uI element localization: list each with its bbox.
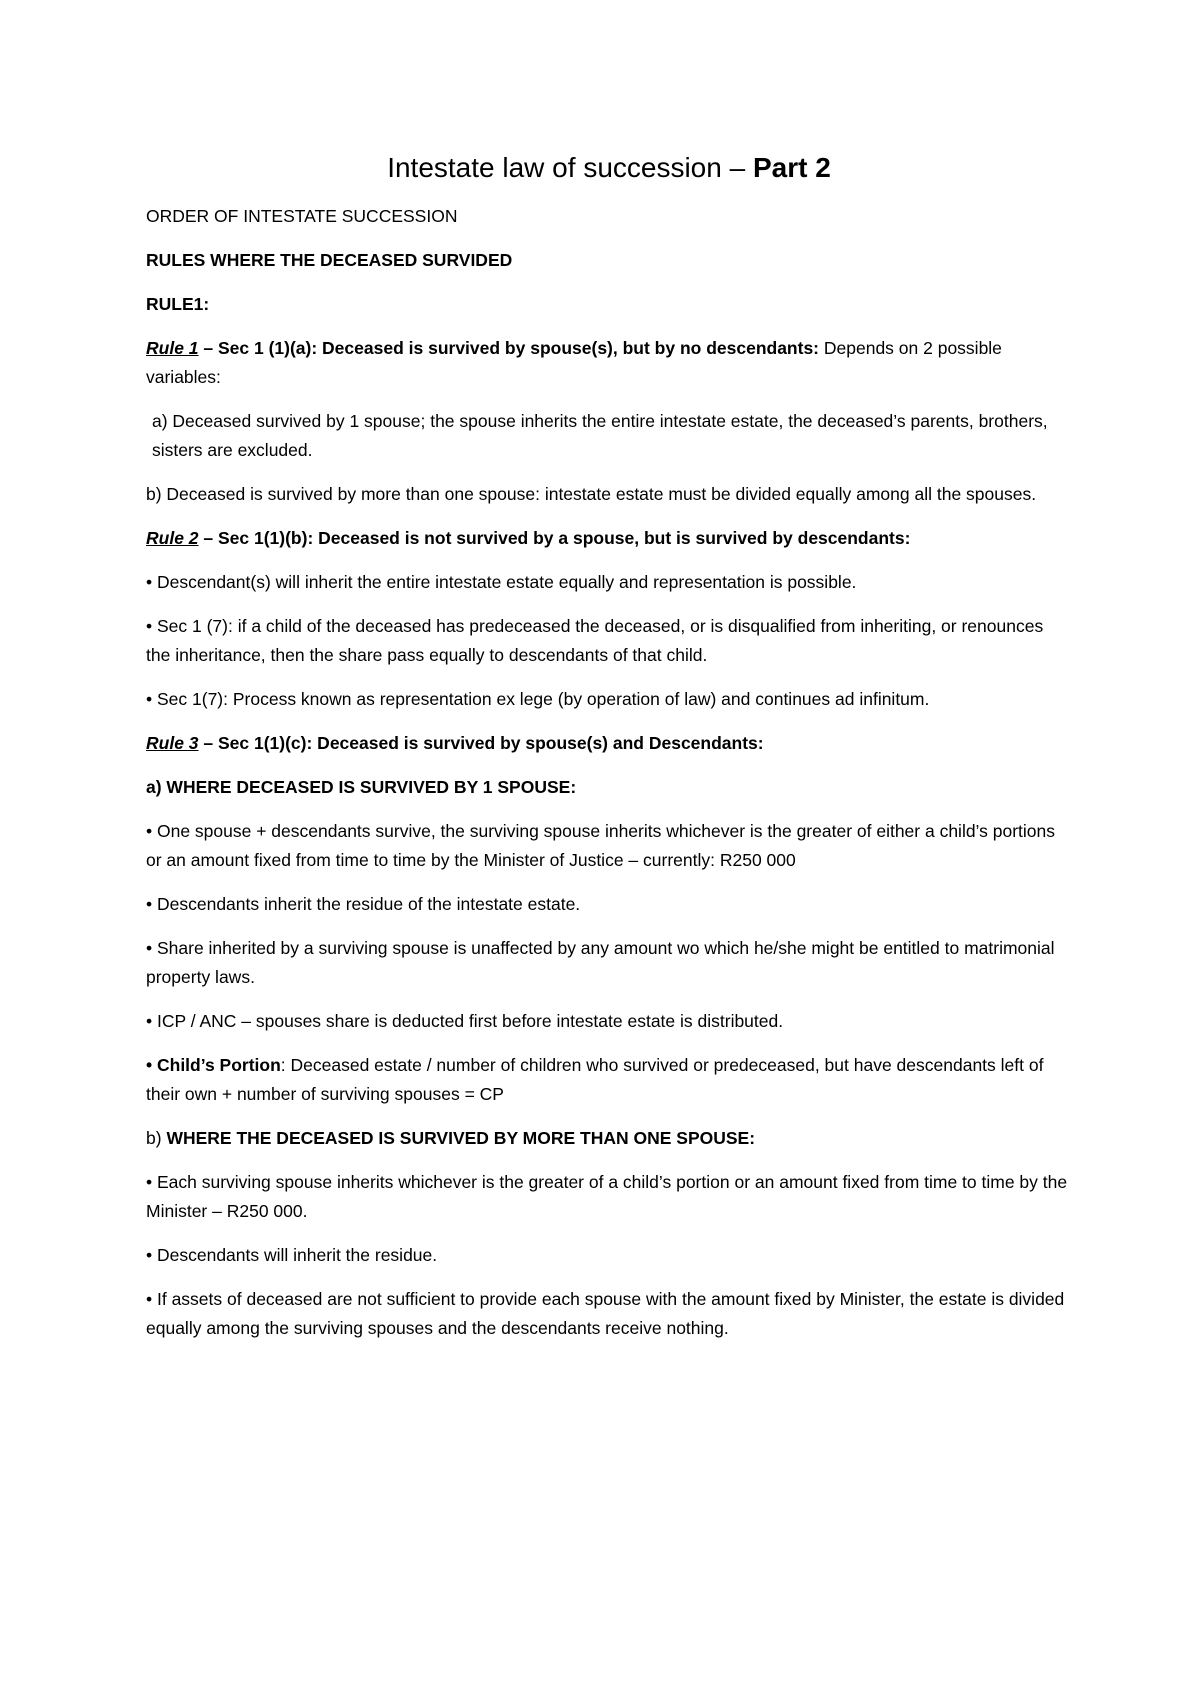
rule3-a-bullet: • ICP / ANC – spouses share is deducted first before intestate estate is distributed. [146, 1011, 784, 1031]
rule3-sub-b-prefix: b) [146, 1128, 167, 1148]
childs-portion-label: • Child’s Portion [146, 1055, 281, 1075]
page-title [146, 150, 1072, 186]
rule3-a-bullet: • One spouse + descendants survive, the surviving spouse inherits whichever is the greater of either a child’s portions or an amount fixed from time to time by the Minister of Justice – currently: R250 000 [146, 821, 1056, 870]
rules-heading: RULES WHERE THE DECEASED SURVIDED [146, 250, 513, 270]
rule3-sub-b-paragraph [146, 1124, 1072, 1153]
rule3-sub-a-heading: a) WHERE DECEASED IS SURVIVED BY 1 SPOUSE: [146, 777, 577, 797]
rule2-bullet: • Sec 1 (7): if a child of the deceased has predeceased the deceased, or is disqualified from inheriting, or renounces the inheritance, then the share pass equally to descendants of that child. [146, 616, 1044, 665]
rule3-sub-b-heading: WHERE THE DECEASED IS SURVIVED BY MORE THAN ONE SPOUSE: [166, 1128, 756, 1148]
rule1-heading: – Sec 1 (1)(a): Deceased is survived by spouse(s), but by no descendants: [198, 338, 820, 358]
rule3-label: Rule 3 [146, 733, 199, 753]
title-part: Part 2 [752, 152, 831, 183]
rule2-bullet: • Descendant(s) will inherit the entire intestate estate equally and representation is possible. [146, 572, 857, 592]
rule1-section-heading: RULE1: [146, 294, 210, 314]
rule3-b-bullet: • If assets of deceased are not sufficient to provide each spouse with the amount fixed by Minister, the estate is divided equally among the surviving spouses and the descendants receive nothing. [146, 1289, 1065, 1338]
rule2-heading: – Sec 1(1)(b): Deceased is not survived by a spouse, but is survived by descendants: [198, 528, 911, 548]
rule3-b-bullet: • Descendants will inherit the residue. [146, 1245, 438, 1265]
title-separator: – [721, 152, 753, 183]
rule2-label: Rule 2 [146, 528, 199, 548]
childs-portion-paragraph [146, 1051, 1072, 1109]
rule1-label: Rule 1 [146, 338, 199, 358]
rule3-heading: – Sec 1(1)(c): Deceased is survived by spouse(s) and Descendants: [198, 733, 764, 753]
rule3-b-bullet: • Each surviving spouse inherits whichever is the greater of a child’s portion or an amount fixed from time to time by the Minister – R250 000. [146, 1172, 1068, 1221]
order-heading: ORDER OF INTESTATE SUCCESSION [146, 206, 458, 226]
rule3-a-bullet: • Share inherited by a surviving spouse is unaffected by any amount wo which he/she might be entitled to matrimonial property laws. [146, 938, 1055, 987]
rule1-paragraph [146, 334, 1072, 392]
rule2-paragraph [146, 524, 1072, 553]
rule3-paragraph [146, 729, 1072, 758]
rule2-bullet: • Sec 1(7): Process known as representation ex lege (by operation of law) and continues ad infinitum. [146, 689, 930, 709]
document-body [146, 150, 1072, 1358]
rule3-a-bullet: • Descendants inherit the residue of the intestate estate. [146, 894, 581, 914]
rule1-text: Depends on 2 possible variables: [146, 338, 1002, 387]
rule1-item-a: a) Deceased survived by 1 spouse; the spouse inherits the entire intestate estate, the deceased’s parents, brothers, sisters are excluded. [152, 411, 1048, 460]
title-main: Intestate law of succession [387, 152, 722, 183]
rule1-item-b: b) Deceased is survived by more than one spouse: intestate estate must be divided equally among all the spouses. [146, 484, 1037, 504]
childs-portion-text: : Deceased estate / number of children who survived or predeceased, but have descendants left of their own + number of surviving spouses = CP [146, 1055, 1044, 1104]
